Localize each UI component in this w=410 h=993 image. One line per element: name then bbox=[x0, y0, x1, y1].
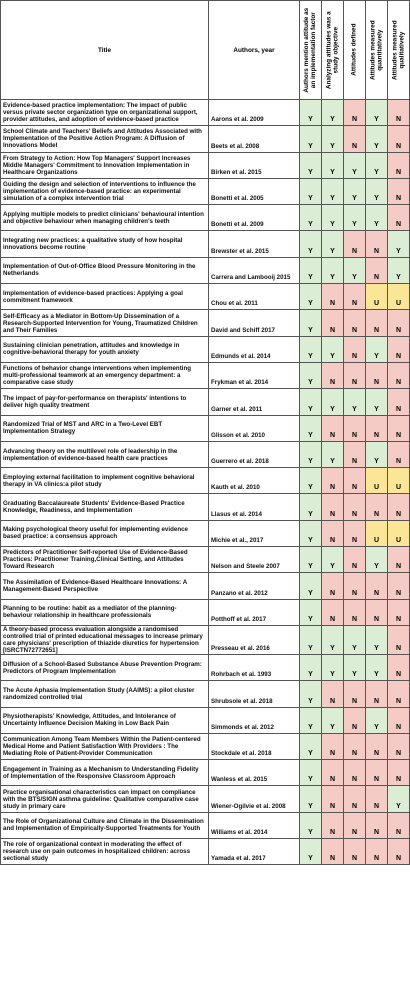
table-row bbox=[1, 573, 410, 599]
study-title: Randomized Trial of MST and ARC in a Two-Level EBT Implementation Strategy bbox=[1, 415, 209, 441]
header-line: an implementation factor bbox=[310, 12, 318, 89]
attitudes-defined-cell: N bbox=[344, 362, 366, 388]
attitude-factor-cell: Y bbox=[300, 494, 322, 520]
study-objective-cell: Y bbox=[322, 205, 344, 231]
qualitative-cell: N bbox=[388, 573, 410, 599]
study-title: Functions of behavior change interventions when implementing multi-professional teamwork at an emergency department: a comparative case study bbox=[1, 362, 209, 388]
header-row bbox=[1, 1, 410, 100]
quantitative-cell: N bbox=[366, 760, 388, 786]
authors-year: Frykman et al. 2014 bbox=[209, 362, 300, 388]
authors-year: Wiener-Ogilvie et al. 2008 bbox=[209, 786, 300, 812]
study-title: The impact of pay-for-performance on therapists' intentions to deliver high quality treatment bbox=[1, 389, 209, 415]
quantitative-cell: U bbox=[366, 520, 388, 546]
authors-year: Wanless et al. 2015 bbox=[209, 760, 300, 786]
attitude-factor-cell: Y bbox=[300, 126, 322, 152]
table-row bbox=[1, 547, 410, 573]
qualitative-cell: N bbox=[388, 812, 410, 838]
study-objective-cell: N bbox=[322, 733, 344, 759]
table-row bbox=[1, 152, 410, 178]
attitude-factor-cell: Y bbox=[300, 760, 322, 786]
authors-year: Williams et al. 2014 bbox=[209, 812, 300, 838]
attitudes-defined-cell: Y bbox=[344, 389, 366, 415]
attitude-factor-cell: Y bbox=[300, 231, 322, 257]
study-objective-cell: Y bbox=[322, 389, 344, 415]
authors-year: Carrera and Lambooij 2015 bbox=[209, 257, 300, 283]
qualitative-cell: N bbox=[388, 310, 410, 336]
study-objective-cell: N bbox=[322, 284, 344, 310]
attitudes-defined-cell: N bbox=[344, 468, 366, 494]
study-title: Implementation of evidence-based practices: Applying a goal commitment framework bbox=[1, 284, 209, 310]
qualitative-cell: N bbox=[388, 178, 410, 204]
qualitative-cell: N bbox=[388, 625, 410, 654]
study-objective-cell: N bbox=[322, 415, 344, 441]
quantitative-cell: Y bbox=[366, 205, 388, 231]
study-title: Physiotherapists' Knowledge, Attitudes, and Intolerance of Uncertainty Influence Decision Making in Low Back Pain bbox=[1, 707, 209, 733]
qualitative-cell: N bbox=[388, 441, 410, 467]
quantitative-cell: U bbox=[366, 468, 388, 494]
attitudes-defined-cell: N bbox=[344, 812, 366, 838]
study-title: Self-Efficacy as a Mediator in Bottom-Up Dissemination of a Research-Supported Intervention for Young, Traumatized Children and Their Families bbox=[1, 310, 209, 336]
authors-year: Presseau et al. 2016 bbox=[209, 625, 300, 654]
quantitative-cell: N bbox=[366, 681, 388, 707]
attitudes-defined-cell: N bbox=[344, 520, 366, 546]
table-row bbox=[1, 599, 410, 625]
study-objective-cell: Y bbox=[322, 654, 344, 680]
attitude-factor-column-header bbox=[300, 1, 322, 100]
authors-year: Aarons et al. 2009 bbox=[209, 100, 300, 126]
attitude-factor-cell: Y bbox=[300, 284, 322, 310]
qualitative-cell: N bbox=[388, 389, 410, 415]
attitudes-defined-cell: N bbox=[344, 231, 366, 257]
study-title: A theory-based process evaluation alongside a randomised controlled trial of printed educational messages to increase primary care physicians' prescription of thiazide diuretics for hypertension [ISRCTN72772651] bbox=[1, 625, 209, 654]
attitude-factor-cell: Y bbox=[300, 599, 322, 625]
study-objective-cell: N bbox=[322, 573, 344, 599]
authors-year: Brewster et al. 2015 bbox=[209, 231, 300, 257]
attitude-factor-cell: Y bbox=[300, 336, 322, 362]
study-objective-cell: N bbox=[322, 839, 344, 865]
study-title: Integrating new practices: a qualitative study of how hospital innovations become routine bbox=[1, 231, 209, 257]
quantitative-cell: Y bbox=[366, 389, 388, 415]
qualitative-cell: Y bbox=[388, 231, 410, 257]
authors-year: Guerrero et al. 2018 bbox=[209, 441, 300, 467]
attitude-factor-cell: Y bbox=[300, 573, 322, 599]
authors-year: Llasus et al. 2014 bbox=[209, 494, 300, 520]
study-objective-cell: N bbox=[322, 520, 344, 546]
table-body bbox=[1, 100, 410, 865]
table-row bbox=[1, 707, 410, 733]
qualitative-cell: N bbox=[388, 336, 410, 362]
qualitative-cell: N bbox=[388, 362, 410, 388]
authors-year: Bonetti et al. 2009 bbox=[209, 205, 300, 231]
authors-year: Potthoff et al. 2017 bbox=[209, 599, 300, 625]
quantitative-cell: N bbox=[366, 573, 388, 599]
table-row bbox=[1, 336, 410, 362]
quantitative-cell: Y bbox=[366, 441, 388, 467]
study-title: Diffusion of a School-Based Substance Abuse Prevention Program: Predictors of Program Implementation bbox=[1, 654, 209, 680]
table-row bbox=[1, 205, 410, 231]
qualitative-cell: Y bbox=[388, 786, 410, 812]
quantitative-column-header bbox=[366, 1, 388, 100]
attitude-factor-cell: Y bbox=[300, 205, 322, 231]
study-title: Advancing theory on the multilevel role of leadership in the implementation of evidence-based health care practices bbox=[1, 441, 209, 467]
attitudes-defined-cell: Y bbox=[344, 654, 366, 680]
authors-year: Nelson and Steele 2007 bbox=[209, 547, 300, 573]
attitudes-defined-cell: N bbox=[344, 336, 366, 362]
header-line: Attitudes measured bbox=[391, 20, 399, 80]
qualitative-cell: U bbox=[388, 284, 410, 310]
header-line: qualitatively bbox=[398, 31, 406, 69]
quantitative-cell: N bbox=[366, 599, 388, 625]
header-line: Attitudes defined bbox=[350, 23, 358, 77]
table-row bbox=[1, 178, 410, 204]
qualitative-cell: U bbox=[388, 468, 410, 494]
table-row bbox=[1, 681, 410, 707]
study-title: Graduating Baccalaureate Students' Evidence-Based Practice Knowledge, Readiness, and Implementation bbox=[1, 494, 209, 520]
authors-year: Garner et al. 2011 bbox=[209, 389, 300, 415]
study-objective-cell: Y bbox=[322, 336, 344, 362]
qualitative-cell: N bbox=[388, 415, 410, 441]
attitude-factor-cell: Y bbox=[300, 547, 322, 573]
qualitative-cell: N bbox=[388, 494, 410, 520]
attitudes-defined-cell: N bbox=[344, 573, 366, 599]
study-objective-cell: Y bbox=[322, 152, 344, 178]
title-column-header: Title bbox=[1, 1, 209, 100]
study-objective-cell: N bbox=[322, 362, 344, 388]
quantitative-cell: Y bbox=[366, 707, 388, 733]
attitudes-defined-cell: N bbox=[344, 310, 366, 336]
qualitative-cell: N bbox=[388, 547, 410, 573]
study-objective-cell: Y bbox=[322, 126, 344, 152]
study-title: Predictors of Practitioner Self-reported Use of Evidence-Based Practices: Practitioner Training,Clinical Setting, and Attitudes Toward Research bbox=[1, 547, 209, 573]
attitudes-defined-cell: N bbox=[344, 681, 366, 707]
quantitative-cell: Y bbox=[366, 654, 388, 680]
study-title: Employing external facilitation to implement cognitive behavioral therapy in VA clinics:a pilot study bbox=[1, 468, 209, 494]
attitudes-defined-cell: N bbox=[344, 599, 366, 625]
table-row bbox=[1, 654, 410, 680]
authors-year: Stockdale et al. 2018 bbox=[209, 733, 300, 759]
attitude-factor-cell: Y bbox=[300, 812, 322, 838]
table-row bbox=[1, 494, 410, 520]
study-title: The Acute Aphasia Implementation Study (AAIMS): a pilot cluster randomized controlled trial bbox=[1, 681, 209, 707]
quantitative-cell: N bbox=[366, 839, 388, 865]
study-objective-cell: N bbox=[322, 760, 344, 786]
study-title: Making psychological theory useful for implementing evidence based practice: a consensus approach bbox=[1, 520, 209, 546]
attitude-factor-cell: Y bbox=[300, 152, 322, 178]
header-line: Authors mention attitude as bbox=[303, 7, 311, 93]
attitude-factor-cell: Y bbox=[300, 257, 322, 283]
authors-year: Simmonds et al. 2012 bbox=[209, 707, 300, 733]
study-title: School Climate and Teachers' Beliefs and Attitudes Associated with Implementation of the Positive Action Program: A Diffusion of Innovations Model bbox=[1, 126, 209, 152]
attitude-factor-cell: Y bbox=[300, 441, 322, 467]
qualitative-column-header bbox=[388, 1, 410, 100]
attitude-factor-cell: Y bbox=[300, 415, 322, 441]
study-objective-cell: Y bbox=[322, 707, 344, 733]
authors-year: Michie et al., 2017 bbox=[209, 520, 300, 546]
authors-year: Yamada et al. 2017 bbox=[209, 839, 300, 865]
attitudes-defined-cell: Y bbox=[344, 257, 366, 283]
authors-year: Panzano et al. 2012 bbox=[209, 573, 300, 599]
quantitative-cell: Y bbox=[366, 336, 388, 362]
quantitative-cell: Y bbox=[366, 100, 388, 126]
study-title: Implementation of Out-of-Office Blood Pressure Monitoring in the Netherlands bbox=[1, 257, 209, 283]
attitude-factor-cell: Y bbox=[300, 786, 322, 812]
study-objective-cell: Y bbox=[322, 231, 344, 257]
table-row bbox=[1, 310, 410, 336]
authors-year: Kauth et al. 2010 bbox=[209, 468, 300, 494]
study-objective-cell: N bbox=[322, 786, 344, 812]
attitudes-defined-cell: N bbox=[344, 415, 366, 441]
table-row bbox=[1, 362, 410, 388]
quantitative-cell: Y bbox=[366, 625, 388, 654]
attitudes-defined-cell: N bbox=[344, 284, 366, 310]
study-objective-cell: Y bbox=[322, 257, 344, 283]
study-objective-cell: N bbox=[322, 812, 344, 838]
quantitative-cell: N bbox=[366, 415, 388, 441]
table-row bbox=[1, 625, 410, 654]
attitude-factor-cell: Y bbox=[300, 839, 322, 865]
quantitative-cell: U bbox=[366, 284, 388, 310]
qualitative-cell: N bbox=[388, 681, 410, 707]
study-objective-cell: N bbox=[322, 310, 344, 336]
study-objective-column-header bbox=[322, 1, 344, 100]
study-title: The Assimilation of Evidence-Based Healthcare Innovations: A Management-Based Perspective bbox=[1, 573, 209, 599]
attitude-factor-cell: Y bbox=[300, 362, 322, 388]
authors-year: Chou et al. 2011 bbox=[209, 284, 300, 310]
attitudes-defined-cell: N bbox=[344, 760, 366, 786]
study-title: The Role of Organizational Culture and Climate in the Dissemination and Implementation of Empirically-Supported Treatments for Youth bbox=[1, 812, 209, 838]
quantitative-cell: N bbox=[366, 786, 388, 812]
attitude-factor-cell: Y bbox=[300, 520, 322, 546]
qualitative-cell: N bbox=[388, 760, 410, 786]
study-title: The role of organizational context in moderating the effect of research use on pain outcomes in hospitalized children: across sectional study bbox=[1, 839, 209, 865]
study-title: Guiding the design and selection of interventions to influence the implementation of evidence-based practice: an experimental simulation of a complex intervention trial bbox=[1, 178, 209, 204]
study-title: Applying multiple models to predict clinicians' behavioural intention and objective behaviour when managing children's teeth bbox=[1, 205, 209, 231]
study-title: Engagement in Training as a Mechanism to Understanding Fidelity of Implementation of the Responsive Classroom Approach bbox=[1, 760, 209, 786]
quantitative-cell: N bbox=[366, 310, 388, 336]
attitudes-defined-cell: N bbox=[344, 494, 366, 520]
quantitative-cell: Y bbox=[366, 178, 388, 204]
study-objective-cell: N bbox=[322, 494, 344, 520]
study-title: Evidence-based practice implementation: The impact of public versus private sector organization type on organizational support, provider attitudes, and adoption of evidence-based practice bbox=[1, 100, 209, 126]
attitude-factor-cell: Y bbox=[300, 389, 322, 415]
authors-column-header: Authors, year bbox=[209, 1, 300, 100]
header-line: Attitudes measured bbox=[369, 20, 377, 80]
qualitative-cell: N bbox=[388, 152, 410, 178]
attitudes-defined-cell: Y bbox=[344, 205, 366, 231]
study-objective-cell: Y bbox=[322, 441, 344, 467]
header-line: quantitatively bbox=[376, 29, 384, 71]
study-objective-cell: N bbox=[322, 468, 344, 494]
quantitative-cell: N bbox=[366, 733, 388, 759]
attitudes-defined-cell: N bbox=[344, 441, 366, 467]
attitude-factor-cell: Y bbox=[300, 178, 322, 204]
table-row bbox=[1, 786, 410, 812]
attitudes-defined-column-header bbox=[344, 1, 366, 100]
attitude-factor-cell: Y bbox=[300, 681, 322, 707]
authors-year: Bonetti et al. 2005 bbox=[209, 178, 300, 204]
study-objective-cell: Y bbox=[322, 547, 344, 573]
header-line: Analyzing attitudes was a bbox=[325, 11, 333, 89]
authors-year: Beets et al. 2008 bbox=[209, 126, 300, 152]
authors-year: Glisson et al. 2010 bbox=[209, 415, 300, 441]
table-row bbox=[1, 468, 410, 494]
table-row bbox=[1, 760, 410, 786]
authors-year: Rohrbach et al. 1993 bbox=[209, 654, 300, 680]
study-objective-cell: Y bbox=[322, 625, 344, 654]
authors-year: Birken et al. 2015 bbox=[209, 152, 300, 178]
study-objective-cell: N bbox=[322, 681, 344, 707]
attitudes-defined-cell: N bbox=[344, 100, 366, 126]
study-objective-cell: Y bbox=[322, 178, 344, 204]
qualitative-cell: N bbox=[388, 733, 410, 759]
quantitative-cell: N bbox=[366, 362, 388, 388]
qualitative-cell: N bbox=[388, 707, 410, 733]
quantitative-cell: N bbox=[366, 257, 388, 283]
table-row bbox=[1, 441, 410, 467]
attitudes-defined-cell: N bbox=[344, 707, 366, 733]
attitude-factor-cell: Y bbox=[300, 707, 322, 733]
study-objective-cell: N bbox=[322, 599, 344, 625]
authors-year: Shrubsole et al. 2018 bbox=[209, 681, 300, 707]
study-title: Sustaining clinician penetration, attitudes and knowledge in cognitive-behavioral therapy for youth anxiety bbox=[1, 336, 209, 362]
qualitative-cell: N bbox=[388, 126, 410, 152]
qualitative-cell: U bbox=[388, 520, 410, 546]
table-row bbox=[1, 284, 410, 310]
qualitative-cell: N bbox=[388, 205, 410, 231]
attitudes-defined-cell: N bbox=[344, 786, 366, 812]
qualitative-cell: N bbox=[388, 654, 410, 680]
authors-year: David and Schiff 2017 bbox=[209, 310, 300, 336]
header-line: study objective bbox=[332, 26, 340, 74]
attitude-factor-cell: Y bbox=[300, 100, 322, 126]
table-row bbox=[1, 733, 410, 759]
attitude-factor-cell: Y bbox=[300, 654, 322, 680]
quantitative-cell: Y bbox=[366, 152, 388, 178]
attitudes-defined-cell: N bbox=[344, 126, 366, 152]
quantitative-cell: N bbox=[366, 231, 388, 257]
table-row bbox=[1, 415, 410, 441]
attitudes-defined-cell: N bbox=[344, 547, 366, 573]
quantitative-cell: N bbox=[366, 812, 388, 838]
qualitative-cell: Y bbox=[388, 257, 410, 283]
table-row bbox=[1, 812, 410, 838]
quantitative-cell: Y bbox=[366, 126, 388, 152]
study-objective-cell: Y bbox=[322, 100, 344, 126]
attitude-factor-cell: Y bbox=[300, 625, 322, 654]
table-row bbox=[1, 520, 410, 546]
quantitative-cell: N bbox=[366, 494, 388, 520]
attitudes-defined-cell: Y bbox=[344, 152, 366, 178]
table-row bbox=[1, 231, 410, 257]
attitude-factor-cell: Y bbox=[300, 310, 322, 336]
study-title: Communication Among Team Members Within the Patient-centered Medical Home and Patient Satisfaction With Providers : The Mediating Role of Patient-Provider Communication bbox=[1, 733, 209, 759]
qualitative-cell: N bbox=[388, 100, 410, 126]
attitudes-defined-cell: N bbox=[344, 733, 366, 759]
attitude-factor-cell: Y bbox=[300, 468, 322, 494]
study-title: Practice organisational characteristics can impact on compliance with the BTS/SIGN asthma guideline: Qualitative comparative case study in primary care bbox=[1, 786, 209, 812]
study-title: Planning to be routine: habit as a mediator of the planning-behaviour relationship in healthcare professionals bbox=[1, 599, 209, 625]
table-row bbox=[1, 126, 410, 152]
authors-year: Edmunds et al. 2014 bbox=[209, 336, 300, 362]
quantitative-cell: Y bbox=[366, 547, 388, 573]
attitudes-defined-cell: Y bbox=[344, 625, 366, 654]
table-row bbox=[1, 839, 410, 865]
qualitative-cell: N bbox=[388, 839, 410, 865]
table-row bbox=[1, 389, 410, 415]
attitude-factor-cell: Y bbox=[300, 733, 322, 759]
table-row bbox=[1, 257, 410, 283]
table-row bbox=[1, 100, 410, 126]
qualitative-cell: N bbox=[388, 599, 410, 625]
study-title: From Strategy to Action: How Top Managers' Support Increases Middle Managers' Commitment to Innovation Implementation in Healthcare Organizations bbox=[1, 152, 209, 178]
attitudes-defined-cell: N bbox=[344, 839, 366, 865]
attitudes-defined-cell: Y bbox=[344, 178, 366, 204]
